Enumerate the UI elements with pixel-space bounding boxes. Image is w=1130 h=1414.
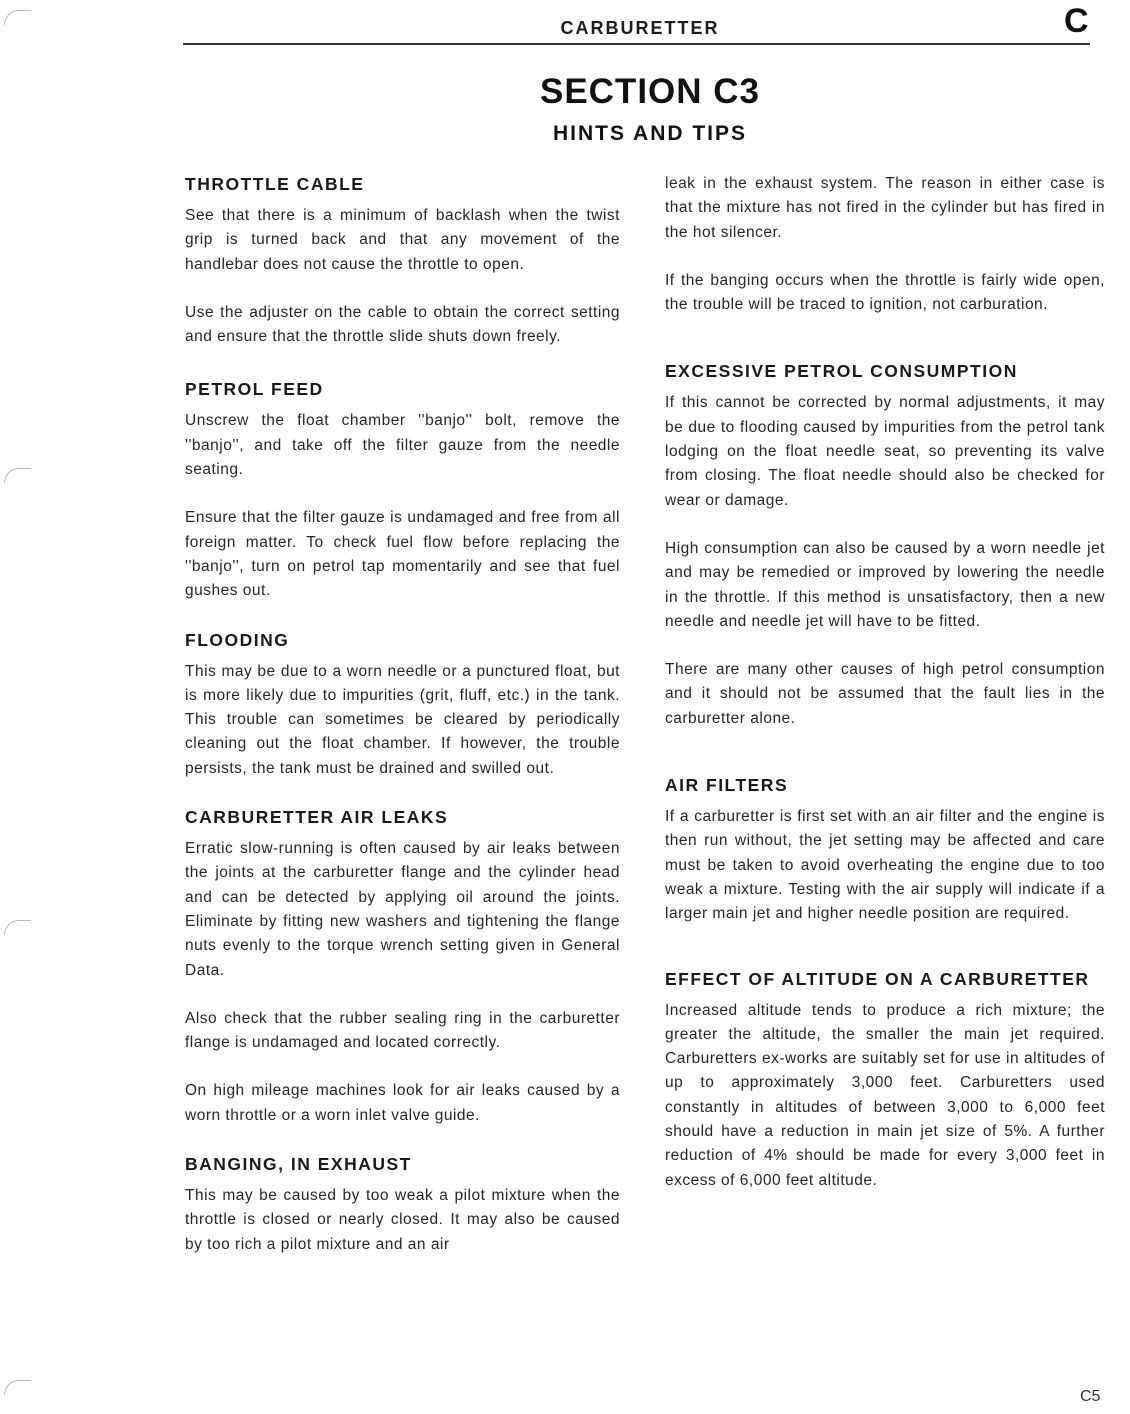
- paragraph: Unscrew the float chamber ''banjo'' bolt, remove the ''banjo'', and take off the filter gauze from the needle seating.: [185, 412, 620, 479]
- topic-air-filters: [665, 773, 1105, 926]
- binder-hole-mark: [4, 1380, 31, 1395]
- paragraph: Also check that the rubber sealing ring in the carburetter flange is undamaged and located correctly.: [185, 1009, 620, 1052]
- topic-heading: AIR FILTERS: [665, 775, 789, 796]
- topic-heading: BANGING, IN EXHAUST: [185, 1154, 412, 1175]
- paragraph: Erratic slow-running is often caused by air leaks between the joints at the carburetter flange and the cylinder head and can be detected by applying oil around the joints. Eliminate by fitting new washers and tightening the flange nuts evenly to the torque wrench setting given in General Data.: [185, 840, 620, 979]
- topic-carburetter-air-leaks: [185, 805, 620, 1128]
- topic-banging-continued: [665, 172, 1105, 317]
- binder-hole-mark: [4, 10, 31, 25]
- paragraph: On high mileage machines look for air leaks caused by a worn throttle or a worn inlet valve guide.: [185, 1082, 620, 1124]
- running-header-title: CARBURETTER: [560, 18, 720, 38]
- binder-hole-mark: [4, 920, 31, 935]
- topic-heading: EFFECT OF ALTITUDE ON A CARBURETTER: [665, 968, 1090, 989]
- paragraph: If a carburetter is first set with an air filter and the engine is then run without, the jet setting may be affected and care must be taken to avoid overheating the engine due to too weak a mixture. Testing with the air supply will indicate if a larger main jet and higher needle position are required.: [665, 808, 1105, 923]
- topic-heading: PETROL FEED: [185, 379, 324, 400]
- section-title: SECTION C3: [539, 72, 761, 111]
- paragraph: If this cannot be corrected by normal adjustments, it may be due to flooding caused by impurities from the petrol tank lodging on the float needle seat, so preventing its valve from closing. The float needle should also be checked for wear or damage.: [665, 394, 1105, 509]
- header-rule: [183, 43, 1090, 45]
- paragraph: leak in the exhaust system. The reason in either case is that the mixture has not fired in the cylinder but has fired in the hot silencer.: [665, 175, 1105, 241]
- topic-heading: FLOODING: [185, 629, 290, 650]
- paragraph: Use the adjuster on the cable to obtain the correct setting and ensure that the throttle slide shuts down freely.: [185, 303, 620, 346]
- topic-heading: CARBURETTER AIR LEAKS: [185, 807, 449, 828]
- topic-banging-in-exhaust: [185, 1152, 620, 1257]
- paragraph: This may be caused by too weak a pilot mixture when the throttle is closed or nearly closed. It may also be caused by too rich a pilot mixture and an air: [185, 1187, 620, 1253]
- binder-hole-mark: [4, 468, 31, 483]
- section-letter: C: [1064, 2, 1089, 40]
- paragraph: Ensure that the filter gauze is undamaged and free from all foreign matter. To check fuel flow before replacing the ''banjo'', turn on petrol tap momentarily and see that fuel gushes out.: [185, 509, 620, 600]
- topic-flooding: [185, 628, 620, 781]
- topic-heading: THROTTLE CABLE: [185, 174, 365, 194]
- paragraph: See that there is a minimum of backlash when the twist grip is turned back and that any movement of the handlebar does not cause the throttle to open.: [185, 207, 620, 273]
- paragraph: If the banging occurs when the throttle is fairly wide open, the trouble will be traced to ignition, not carburation.: [665, 271, 1105, 314]
- topic-effect-of-altitude: [665, 967, 1105, 1193]
- left-column: [185, 172, 620, 1281]
- right-column: [665, 172, 1105, 1217]
- topic-excessive-petrol-consumption: [665, 359, 1105, 731]
- paragraph: There are many other causes of high petrol consumption and it should not be assumed that the fault lies in the carburetter alone.: [665, 661, 1105, 727]
- paragraph: High consumption can also be caused by a worn needle jet and may be remedied or improved by lowering the needle in the throttle. If this method is unsatisfactory, then a new needle and needle jet will have to be fitted.: [665, 539, 1105, 630]
- page-number: C5: [1080, 1388, 1101, 1405]
- topic-heading: EXCESSIVE PETROL CONSUMPTION: [665, 361, 1018, 382]
- section-subtitle: HINTS AND TIPS: [552, 122, 748, 145]
- topic-petrol-feed: [185, 377, 620, 603]
- topic-throttle-cable: [185, 172, 620, 349]
- paragraph: Increased altitude tends to produce a rich mixture; the greater the altitude, the smaller the main jet required. Carburetters ex-works are suitably set for use in altitudes of up to approximately 3,000 feet. Carburetters used constantly in altitudes of between 3,000 to 6,000 feet should have a reduction in main jet size of 5%. A further reduction of 4% should be made for every 3,000 feet in excess of 6,000 feet altitude.: [665, 1001, 1105, 1189]
- paragraph: This may be due to a worn needle or a punctured float, but is more likely due to impurities (grit, fluff, etc.) in the tank. This trouble can sometimes be cleared by periodically cleaning out the float chamber. If however, the trouble persists, the tank must be drained and swilled out.: [185, 662, 620, 777]
